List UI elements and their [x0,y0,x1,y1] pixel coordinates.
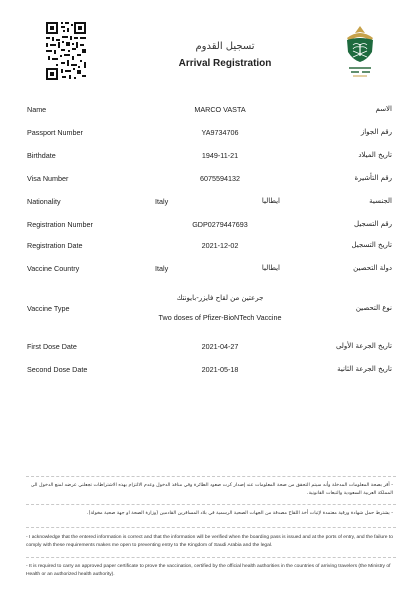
registration-number-value: GDP0279447693 [192,220,248,229]
name-label-arabic: الاسم [375,105,392,113]
visa-label-arabic: رقم التأشيرة [354,174,392,182]
passport-row [0,128,419,142]
name-row [0,105,419,119]
vaccine-type-label-arabic: نوع التحصين [355,304,392,312]
second-dose-label-arabic: تاريخ الجرعة الثانية [337,365,392,373]
vaccine-country-row [0,264,419,278]
vaccine-type-value-arabic: جرعتين من لقاح فايزر-بايونتك [176,294,264,302]
birthdate-value: 1949-11-21 [201,151,239,160]
registration-date-label-arabic: تاريخ التسجيل [351,241,392,249]
passport-value: YA9734706 [201,128,239,137]
birthdate-label-arabic: تاريخ الميلاد [358,151,392,159]
registration-number-label-arabic: رقم التسجيل [354,220,392,228]
footer-divider [26,476,396,477]
disclaimer-english-1: - I acknowledge that the entered information is correct and that the information will be verified when the boarding pass is issued and at the ports of entry, and the failure to comply with these requirements makes me open to preventing entry to the Kingdom of Saudi Arabia and the legal. [26,535,393,548]
nationality-label: Nationality [27,197,61,206]
disclaimer-english-2: - It is required to carry an approved paper certificate to prove the vaccination, certified by the official health authorities in the countries of arriving travelers (the Ministry of Health or an authorized health authority). [26,564,391,577]
registration-number-label: Registration Number [27,220,93,229]
disclaimer-arabic-1: - أقر بصحة المعلومات المدخلة وأنه سيتم التحقق من صحة المعلومات عند إصدار كرت صعود الطائرة وفي منافذ الدخول وعدم الالتزام بهذه الاشتراطات تجعلني عرضه لمنع الدخول الى المملكة العربية السعودية والتبعات القانونية. [30,483,393,496]
visa-row [0,174,419,188]
footer-divider [26,504,396,505]
saudi-emblem-logo [341,24,379,82]
second-dose-value: 2021-05-18 [201,365,239,374]
name-value: MARCO VASTA [194,105,246,114]
first-dose-row [0,342,419,356]
second-dose-row [0,365,419,379]
registration-date-label: Registration Date [27,241,83,250]
vaccine-country-value-arabic: ايطاليا [261,264,280,272]
nationality-value: Italy [155,197,169,206]
first-dose-label-arabic: تاريخ الجرعة الأولى [335,342,392,350]
passport-label: Passport Number [27,128,83,137]
registration-number-row [0,220,419,234]
vaccine-type-value: Two doses of Pfizer-BioNTech Vaccine [158,313,282,322]
birthdate-label: Birthdate [27,151,56,160]
footer-divider [26,557,396,558]
registration-date-row [0,241,419,255]
qr-code-icon [44,20,88,82]
visa-label: Visa Number [27,174,69,183]
visa-value: 6075594132 [200,174,240,183]
nationality-label-arabic: الجنسية [369,197,392,205]
vaccine-country-label: Vaccine Country [27,264,80,273]
first-dose-label: First Dose Date [27,342,77,351]
page-title: Arrival Registration [178,58,272,69]
birthdate-row [0,151,419,165]
vaccine-country-label-arabic: دولة التحصين [353,264,392,272]
footer-divider [26,527,396,528]
vaccine-type-row [0,294,419,322]
page-title-arabic: تسجيل القدوم [195,41,255,52]
vaccine-country-value: Italy [155,264,169,273]
nationality-row [0,197,419,211]
passport-label-arabic: رقم الجواز [360,128,392,136]
registration-date-value: 2021-12-02 [201,241,239,250]
name-label: Name [27,105,47,114]
second-dose-label: Second Dose Date [27,365,88,374]
disclaimer-arabic-2: - يشترط حمل شهادة ورقية معتمدة لإثبات أخذ اللقاح مصدقة من الجهات الصحية الرسمية في بلاد المسافرين القادمين (وزارة الصحة او جهة صحية مخولة). [87,511,393,516]
nationality-value-arabic: ايطاليا [261,197,280,205]
first-dose-value: 2021-04-27 [201,342,239,351]
vaccine-type-label: Vaccine Type [27,304,70,313]
